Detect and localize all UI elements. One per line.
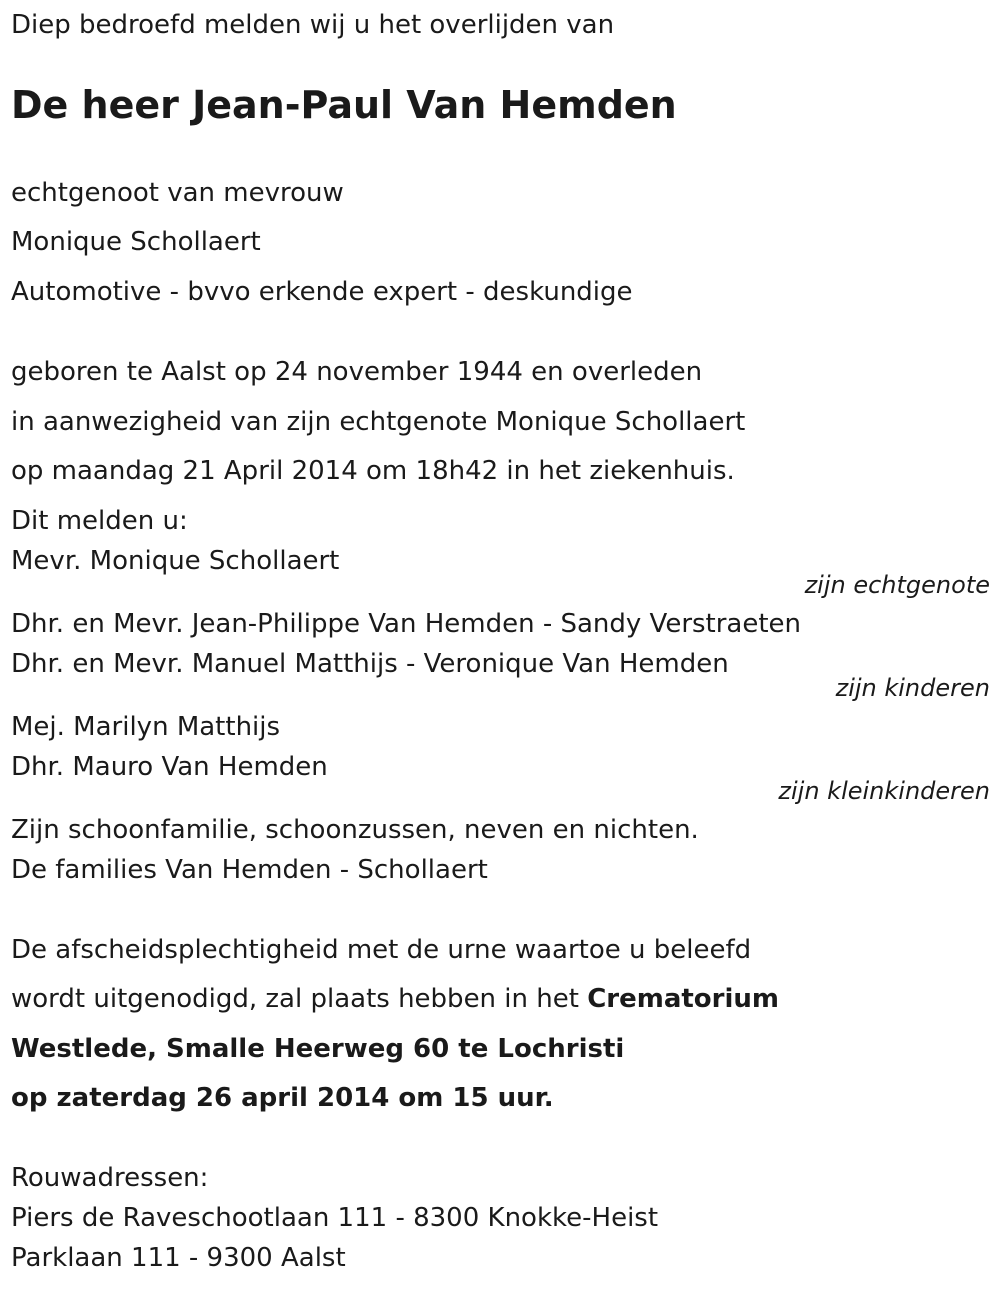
role-children: zijn kinderen — [835, 674, 990, 702]
role-spouse: zijn echtgenote — [804, 571, 990, 599]
address-item: Piers de Raveschootlaan 111 - 8300 Knokke-Heist — [11, 1203, 659, 1233]
family-others: De families Van Hemden - Schollaert — [11, 855, 488, 885]
intro-text: Diep bedroefd melden wij u het overlijden van — [11, 10, 615, 40]
ceremony-line-1: De afscheidsplechtigheid met de urne waartoe u beleefd — [11, 935, 752, 965]
ceremony-date: op zaterdag 26 april 2014 om 15 uur. — [11, 1083, 554, 1113]
birth-death-line: in aanwezigheid van zijn echtgenote Monique Schollaert — [11, 407, 746, 437]
deceased-name: De heer Jean-Paul Van Hemden — [11, 83, 677, 127]
addresses-heading: Rouwadressen: — [11, 1163, 209, 1193]
ceremony-line-2 — [11, 983, 779, 1015]
spouse-line-2: Monique Schollaert — [11, 227, 261, 257]
ceremony-line-2-bold: Crematorium — [587, 984, 780, 1014]
address-item: Parklaan 111 - 9300 Aalst — [11, 1243, 346, 1273]
role-grandchildren: zijn kleinkinderen — [778, 777, 990, 805]
birth-death-line: op maandag 21 April 2014 om 18h42 in het ziekenhuis. — [11, 456, 735, 486]
announced-by: Dit melden u: — [11, 506, 188, 536]
family-grandchild-name: Mej. Marilyn Matthijs — [11, 712, 281, 742]
profession: Automotive - bvvo erkende expert - deskundige — [11, 277, 633, 307]
ceremony-location: Westlede, Smalle Heerweg 60 te Lochristi — [11, 1034, 625, 1064]
family-child-name: Dhr. en Mevr. Jean-Philippe Van Hemden - Sandy Verstraeten — [11, 609, 802, 639]
ceremony-line-2-plain: wordt uitgenodigd, zal plaats hebben in het — [11, 984, 588, 1014]
birth-death-line: geboren te Aalst op 24 november 1944 en overleden — [11, 357, 703, 387]
spouse-line-1: echtgenoot van mevrouw — [11, 178, 344, 208]
family-others: Zijn schoonfamilie, schoonzussen, neven en nichten. — [11, 815, 699, 845]
family-grandchild-name: Dhr. Mauro Van Hemden — [11, 752, 328, 782]
family-spouse-name: Mevr. Monique Schollaert — [11, 546, 340, 576]
family-child-name: Dhr. en Mevr. Manuel Matthijs - Veronique Van Hemden — [11, 649, 729, 679]
